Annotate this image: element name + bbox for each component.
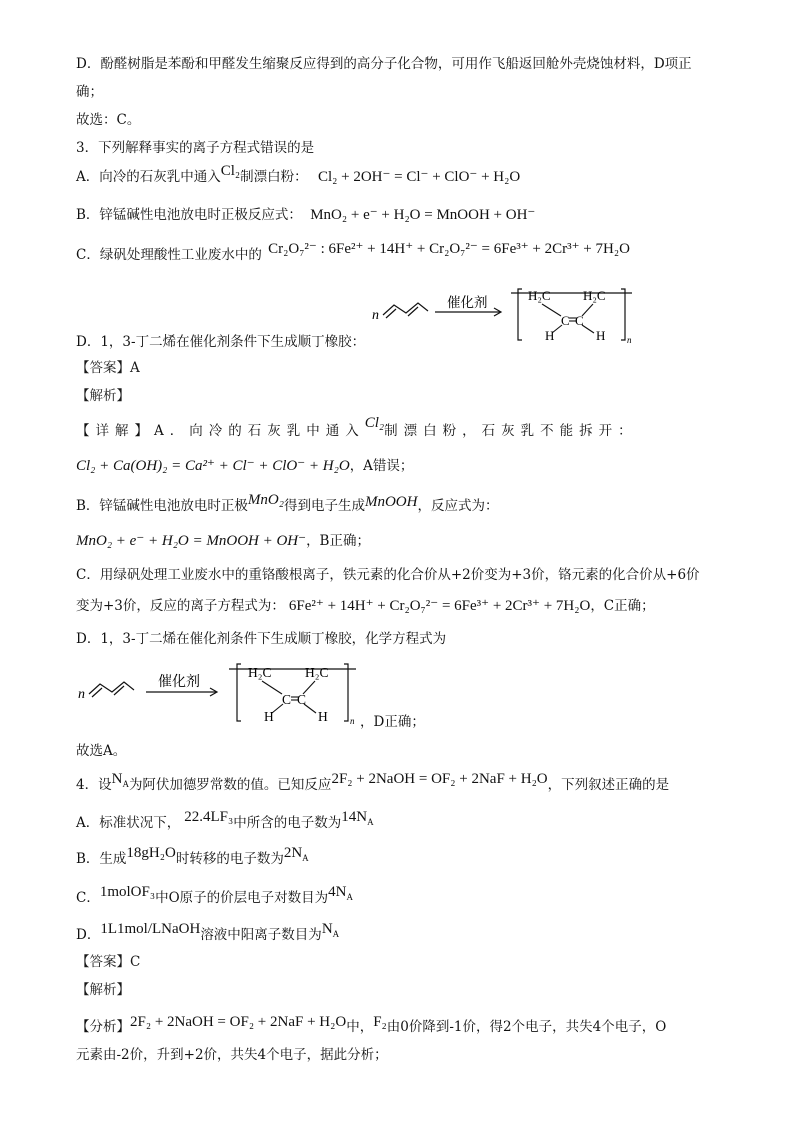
answer-label: 【答案】A [76, 360, 140, 376]
h2c-right: H₂C [583, 288, 606, 303]
formula: 18gH₂O [126, 845, 176, 861]
analysis-label: 【解析】 [76, 982, 130, 998]
carbon-left: C [282, 692, 292, 707]
text-line: D．酚醛树脂是苯酚和甲醛发生缩聚反应得到的高分子化合物，可用作飞船返回舱外壳烧蚀材料，D项正 [76, 56, 692, 72]
right-bracket [621, 289, 625, 340]
option-text: B．生成 [76, 851, 127, 867]
analysis-line1 [76, 1014, 667, 1036]
coefficient-n: n [372, 308, 379, 323]
carbon-right: C [297, 692, 307, 707]
option-3b [76, 206, 535, 224]
detail-text: ，C正确； [590, 598, 655, 614]
option-3a [76, 163, 521, 186]
hydrogen-right: H [596, 328, 606, 343]
carbon-left: C [561, 313, 570, 328]
detail-text: ，A错误； [349, 458, 414, 474]
h2c-left: H₂C [528, 288, 551, 303]
option-text: D． [76, 927, 101, 943]
analysis-label: 【解析】 [76, 388, 130, 404]
butadiene-polymerization-diagram-2 [76, 660, 366, 728]
equation: Cr₂O₇²⁻ : 6Fe²⁺ + 14H⁺ + Cr₂O₇²⁻ = 6Fe³⁺ + 2Cr³⁺ + 7H₂O [268, 241, 630, 257]
question-text: 4．设 [76, 777, 112, 793]
symbol-na: $N_A$ [111, 771, 129, 789]
detail-text: 变为+3价，反应的离子方程式为： [76, 598, 285, 614]
option-text: 溶液中阳离子数目为 [200, 927, 322, 943]
analysis-line2: 元素由-2价，升到+2价，共失4个电子，据此分析； [76, 1047, 388, 1063]
analysis-text: 中， [346, 1019, 374, 1035]
text-line: 故选：C。 [76, 112, 141, 128]
formula: 22.4LF₃ [184, 809, 234, 825]
detail-d-line1: D．1，3-丁二烯在催化剂条件下生成顺丁橡胶，化学方程式为 [76, 631, 447, 647]
option-text: A．向冷的石灰乳中通入 [76, 169, 221, 185]
equation: MnO₂ + e⁻ + H₂O = MnOOH + OH⁻ [76, 533, 307, 549]
formula: $4N_A$ [328, 884, 354, 902]
analysis-text: 由0价降到-1价，得2个电子，共失4个电子，O [386, 1019, 667, 1035]
option-text: 时转移的电子数为 [175, 851, 284, 867]
option-3c [76, 241, 630, 264]
formula: $14N_A$ [341, 809, 374, 827]
analysis-text: 【分析】 [76, 1019, 130, 1035]
formula: $N_A$ [321, 921, 340, 939]
select-answer: 故选A。 [76, 743, 127, 759]
detail-c-line1: C．用绿矾处理工业废水中的重铬酸根离子，铁元素的化合价从+2价变为+3价，铬元素的化合价从+6价 [76, 567, 700, 583]
equation: MnO₂ + e⁻ + H₂O = MnOOH + OH⁻ [310, 207, 536, 223]
coefficient-n: n [78, 687, 85, 702]
carbon-right: C [575, 313, 584, 328]
detail-text: ，B正确； [306, 533, 370, 549]
formula: 1molOF₃ [99, 884, 156, 900]
question-3: 3．下列解释事实的离子方程式错误的是 [76, 140, 315, 156]
option-text: 中所含的电子数为 [233, 815, 342, 831]
formula: Cl₂ [220, 163, 241, 179]
option-text: A．标准状况下， [76, 815, 181, 831]
option-4b [76, 845, 309, 873]
hydrogen-left: H [545, 328, 555, 343]
h2c-right: H₂C [305, 665, 329, 680]
option-4a [76, 809, 374, 837]
h2c-left: H₂C [248, 665, 272, 680]
option-text: B．锌锰碱性电池放电时正极反应式： [76, 207, 302, 223]
equation: 6Fe²⁺ + 14H⁺ + Cr₂O₇²⁻ = 6Fe³⁺ + 2Cr³⁺ + 7H₂O [288, 598, 591, 614]
hydrogen-right: H [318, 709, 328, 724]
detail-d-tail: ，D正确； [360, 714, 425, 730]
catalyst-label: 催化剂 [447, 295, 488, 310]
detail-text: 【详解】A．向冷的石灰乳中通入 [76, 423, 365, 439]
subscript-n: n [627, 335, 632, 345]
option-text: 制漂白粉： [240, 169, 308, 185]
detail-text: B．锌锰碱性电池放电时正极 [76, 498, 248, 514]
left-bracket [237, 664, 241, 721]
option-3d: D．1，3-丁二烯在催化剂条件下生成顺丁橡胶： [76, 334, 366, 350]
equation: 2F₂ + 2NaOH = OF₂ + 2NaF + H₂O [130, 1014, 347, 1030]
detail-a-line2 [76, 457, 413, 475]
formula: Cl₂ [364, 415, 385, 431]
option-4d [76, 921, 340, 949]
detail-text: 制漂白粉，石灰乳不能拆开： [384, 423, 638, 439]
butadiene-skeleton [89, 682, 134, 694]
equation: 2F₂ + 2NaOH = OF₂ + 2NaF + H₂O [331, 771, 548, 787]
detail-c-line2 [76, 597, 655, 615]
option-4c [76, 884, 354, 912]
hydrogen-left: H [264, 709, 274, 724]
detail-text: ，反应式为： [417, 498, 499, 514]
formula: F₂ [373, 1014, 387, 1030]
detail-b-line1 [76, 492, 499, 515]
left-bracket [518, 289, 522, 340]
formula: $2N_A$ [283, 845, 309, 863]
formula: 1L1mol/LNaOH [100, 921, 201, 937]
formula: MnO₂ [247, 492, 284, 508]
detail-b-line2 [76, 532, 370, 550]
answer-label: 【答案】C [76, 954, 141, 970]
option-text: 中O原子的价层电子对数目为 [155, 890, 329, 906]
equation: Cl₂ + 2OH⁻ = Cl⁻ + ClO⁻ + H₂O [317, 169, 521, 185]
detail-a-line1 [76, 415, 716, 440]
subscript-n: n [350, 716, 355, 726]
butadiene-polymerization-diagram [370, 285, 640, 347]
catalyst-label: 催化剂 [158, 675, 200, 690]
detail-text: 得到电子生成 [283, 498, 365, 514]
question-text: 为阿伏加德罗常数的值。已知反应 [128, 777, 332, 793]
option-text: C．绿矾处理酸性工业废水中的 [76, 247, 262, 263]
question-4 [76, 771, 670, 799]
question-text: ，下列叙述正确的是 [547, 777, 670, 793]
formula: MnOOH [364, 494, 418, 510]
equation: Cl₂ + Ca(OH)₂ = Ca²⁺ + Cl⁻ + ClO⁻ + H₂O [76, 458, 350, 474]
text-line: 确； [76, 84, 103, 100]
option-text: C． [76, 890, 100, 906]
right-bracket [344, 664, 348, 721]
butadiene-skeleton [383, 303, 428, 315]
